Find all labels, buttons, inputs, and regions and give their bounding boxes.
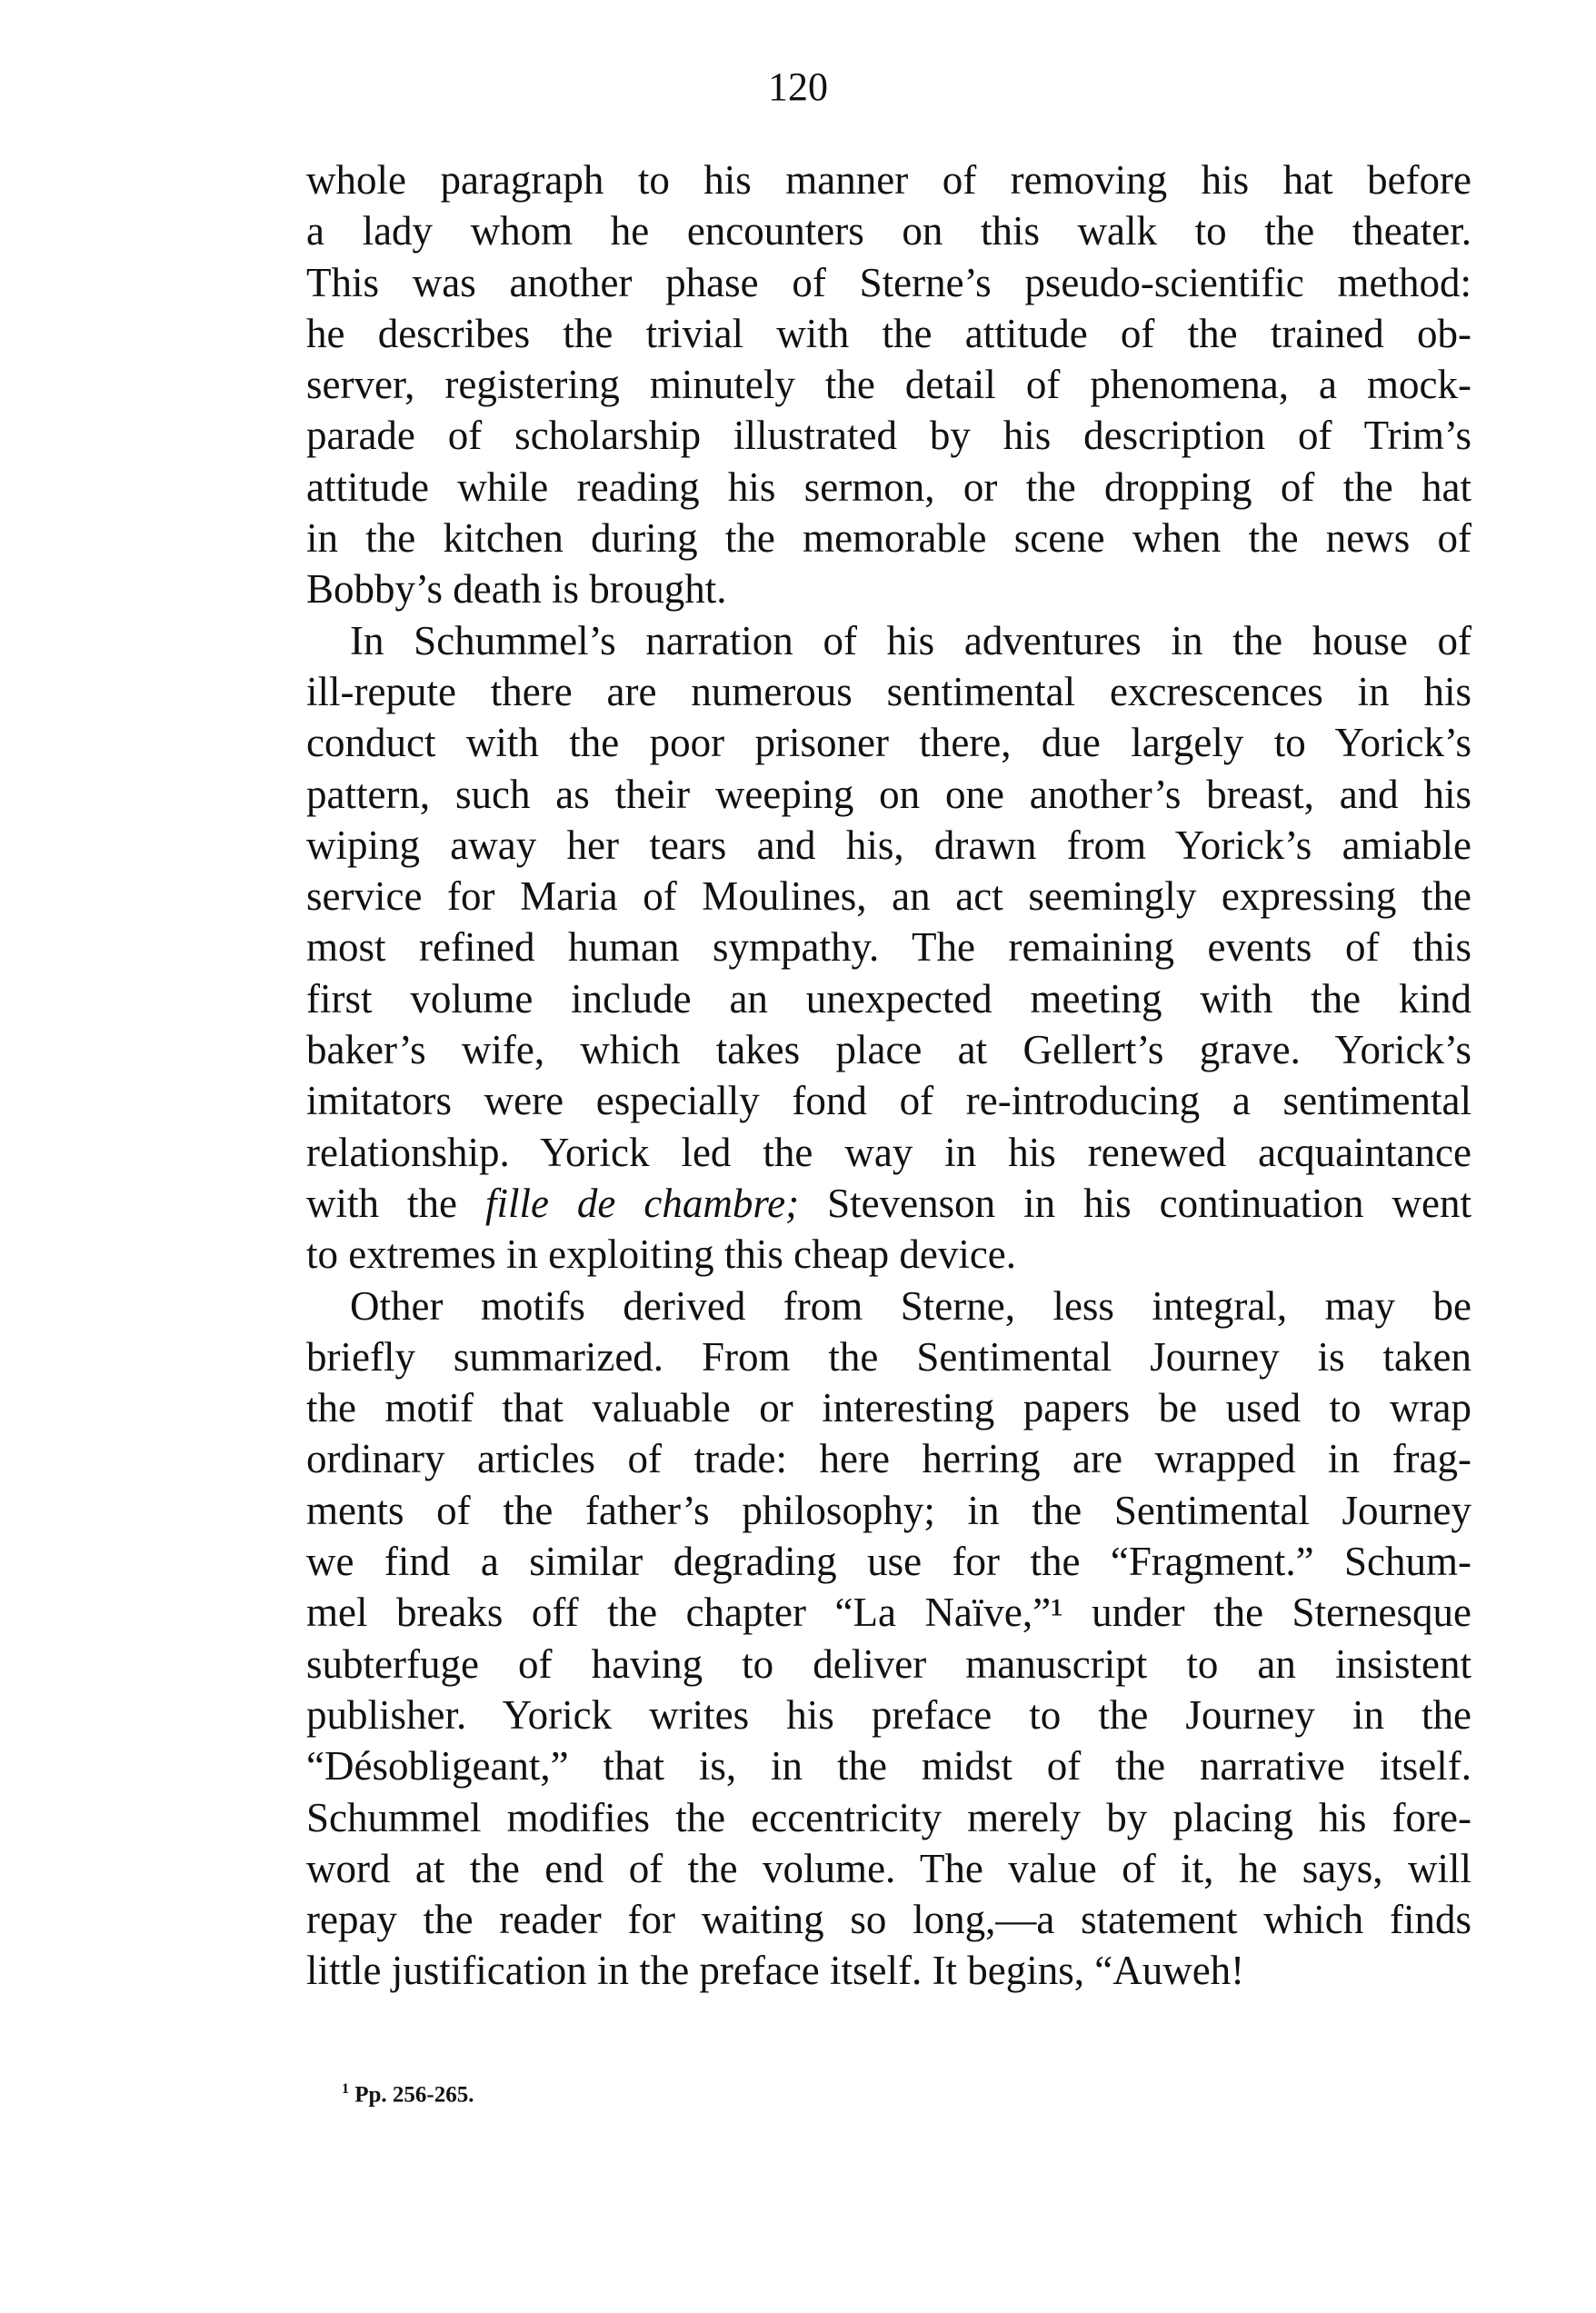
- paragraph: [306, 155, 1471, 615]
- text-line: subterfuge of having to deliver manuscript to an insistent: [306, 1640, 1471, 1687]
- text-line: Bobby’s death is brought.: [306, 566, 727, 613]
- text-line: repay the reader for waiting so long,—a statement which finds: [306, 1897, 1471, 1943]
- text-line: service for Maria of Moulines, an act seemingly expressing the: [306, 873, 1471, 920]
- paragraph: [306, 615, 1471, 1281]
- text-line: whole paragraph to his manner of removing his hat before: [306, 157, 1471, 203]
- body-text: [306, 155, 1471, 1997]
- text-line: conduct with the poor prisoner there, due largely to Yorick’s: [306, 720, 1471, 766]
- text-line: a lady whom he encounters on this walk to the theater.: [306, 208, 1471, 254]
- text-line: relationship. Yorick led the way in his renewed acquaintance: [306, 1129, 1471, 1175]
- text-line: pattern, such as their weeping on one another’s breast, and his: [306, 771, 1471, 817]
- footnote-marker: 1: [342, 2081, 349, 2097]
- text-line: “Désobligeant,” that is, in the midst of the narrative itself.: [306, 1743, 1471, 1790]
- text-line: server, registering minutely the detail of phenomena, a mock-: [306, 362, 1471, 408]
- text-line: in the kitchen during the memorable scene when the news of: [306, 515, 1471, 562]
- paragraph: [306, 1281, 1471, 1997]
- text-line: most refined human sympathy. The remaining events of this: [306, 924, 1471, 971]
- text-line: word at the end of the volume. The value of it, he says, will: [306, 1845, 1471, 1891]
- text-line: imitators were especially fond of re-introducing a sentimental: [306, 1078, 1471, 1124]
- text-line: we find a similar degrading use for the “Fragment.” Schum-: [306, 1539, 1471, 1585]
- text-line: little justification in the preface itself. It begins, “Auweh!: [306, 1948, 1245, 1994]
- text-line: publisher. Yorick writes his preface to the Journey in the: [306, 1691, 1471, 1738]
- page-number: 120: [768, 65, 828, 109]
- text-line: ill-repute there are numerous sentimental excrescences in his: [306, 668, 1471, 714]
- text-line: wiping away her tears and his, drawn from Yorick’s amiable: [306, 822, 1471, 868]
- text-line: briefly summarized. From the Sentimental Journey is taken: [306, 1333, 1471, 1380]
- text-line: he describes the trivial with the attitude of the trained ob-: [306, 310, 1471, 356]
- text-line: In Schummel’s narration of his adventures in the house of: [350, 617, 1471, 663]
- text-line: Schummel modifies the eccentricity merely by placing his fore-: [306, 1794, 1471, 1840]
- text-line: This was another phase of Sterne’s pseudo-scientific method:: [306, 259, 1471, 305]
- text-line: first volume include an unexpected meeting with the kind: [306, 975, 1471, 1022]
- text-line: Other motifs derived from Sterne, less integral, may be: [350, 1282, 1471, 1329]
- italic-phrase: fille de chambre;: [484, 1180, 800, 1226]
- footnote: [342, 2081, 474, 2108]
- text-line: baker’s wife, which takes place at Gellert’s grave. Yorick’s: [306, 1027, 1471, 1073]
- text-line: mel breaks off the chapter “La Naïve,”¹ under the Sternesque: [306, 1590, 1471, 1636]
- text-line: with the fille de chambre; Stevenson in his continuation went: [306, 1180, 1472, 1226]
- footnote-text: Pp. 256-265.: [354, 2082, 474, 2108]
- text-line: attitude while reading his sermon, or the dropping of the hat: [306, 464, 1471, 510]
- text-line: the motif that valuable or interesting papers be used to wrap: [306, 1385, 1471, 1431]
- text-line: to extremes in exploiting this cheap device.: [306, 1231, 1017, 1278]
- text-line: ments of the father’s philosophy; in the Sentimental Journey: [306, 1487, 1471, 1533]
- text-line: ordinary articles of trade: here herring are wrapped in frag-: [306, 1436, 1471, 1482]
- text-line: parade of scholarship illustrated by his description of Trim’s: [306, 413, 1471, 459]
